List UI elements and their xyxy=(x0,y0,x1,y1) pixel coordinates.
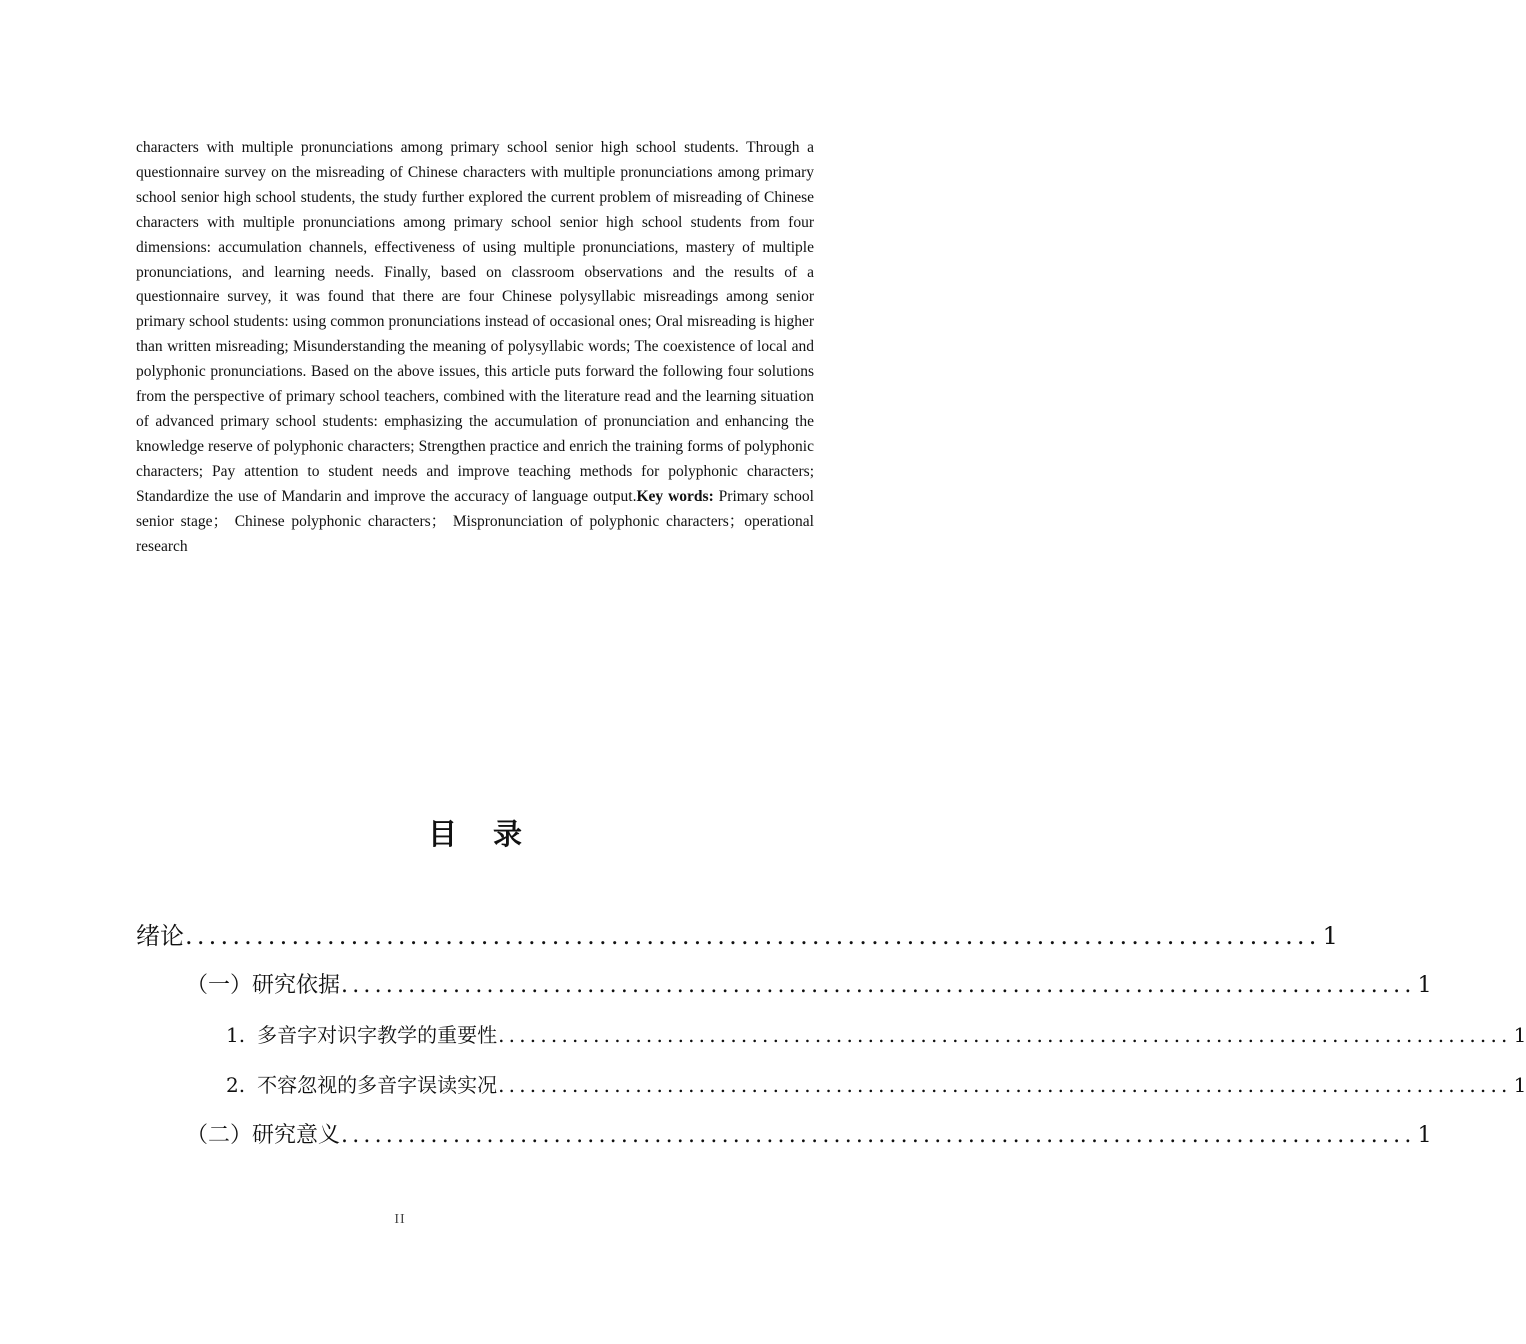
toc-entry-importance[interactable] xyxy=(226,1019,1526,1048)
toc-entry-research-basis[interactable] xyxy=(186,968,1432,999)
toc-entry-label xyxy=(226,1019,497,1048)
toc-entry-text: 不容忽视的多音字误读实况 xyxy=(257,1073,498,1097)
toc-page-number: 1 xyxy=(1513,1073,1526,1097)
toc-entry-introduction[interactable] xyxy=(136,916,1338,951)
toc-leader-dots: ................................................................................................ xyxy=(498,1073,1512,1097)
toc-page-number: 1 xyxy=(1417,973,1432,998)
toc-entry-number: 1. xyxy=(226,1023,246,1047)
toc-leader-dots: ................................................................................................ xyxy=(185,922,1321,950)
page-footer-number: II xyxy=(394,1212,406,1227)
toc-entry-number: 2. xyxy=(226,1073,246,1097)
toc-entry-label: 绪论 xyxy=(136,922,184,950)
toc-entry-label: （一）研究依据 xyxy=(186,973,341,998)
abstract-body: characters with multiple pronunciations among primary school senior high school students. Through a questionnaire survey on the misreading of Chinese characters with multiple pronunciations among primary school senior high school students, the study further explored the current problem of misreading of Chinese characters with multiple pronunciations among primary school senior high school students from four dimensions: accumulation channels, effectiveness of using multiple pronunciations, mastery of multiple pronunciations, and learning needs. Finally, based on classroom observations and the results of a questionnaire survey, it was found that there are four Chinese polysyllabic misreadings among senior primary school students: using common pronunciations instead of occasional ones; Oral misreading is higher than written misreading; Misunderstanding the meaning of polysyllabic words; The coexistence of local and polyphonic pronunciations. Based on the above issues, this article puts forward the following four solutions from the perspective of primary school teachers, combined with the literature read and the learning situation of advanced primary school students: emphasizing the accumulation of pronunciation and enhancing the knowledge reserve of polyphonic characters; Strengthen practice and enrich the training forms of polyphonic characters; Pay attention to student needs and improve teaching methods for polyphonic characters; Standardize the use of Mandarin and improve the accuracy of language output. xyxy=(136,139,814,505)
toc-page-number: 1 xyxy=(1417,1123,1432,1148)
toc-title: 目录 xyxy=(427,817,558,851)
keywords-label: Key words: xyxy=(636,487,714,505)
toc-entry-misreading-status[interactable] xyxy=(226,1069,1526,1098)
toc-leader-dots: ................................................................................................ xyxy=(341,973,1416,998)
toc-entry-label xyxy=(226,1069,497,1098)
toc-leader-dots: ................................................................................................ xyxy=(341,1123,1416,1148)
english-abstract xyxy=(136,136,814,559)
toc-leader-dots: ................................................................................................ xyxy=(498,1023,1512,1047)
keywords-text: Primary school senior stage； Chinese polyphonic characters； Mispronunciation of polyphonic characters；operational research xyxy=(136,487,814,555)
toc-entry-research-significance[interactable] xyxy=(186,1118,1432,1149)
toc-page-number: 1 xyxy=(1513,1023,1526,1047)
toc-entry-label: （二）研究意义 xyxy=(186,1123,341,1148)
toc-page-number: 1 xyxy=(1322,922,1338,950)
toc-entry-text: 多音字对识字教学的重要性 xyxy=(257,1023,498,1047)
